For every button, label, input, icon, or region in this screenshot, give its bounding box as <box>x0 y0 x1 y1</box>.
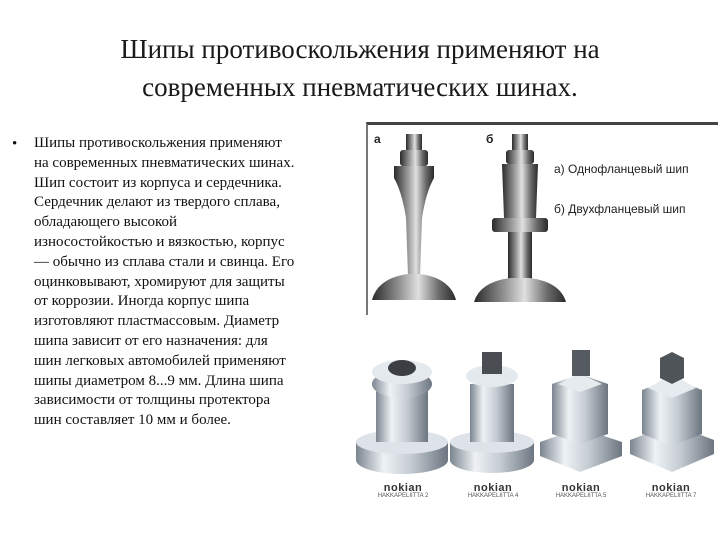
stud-hakkapeliitta-7-icon <box>630 352 714 472</box>
body-line: износостойкостью и вязкостью, корпус <box>34 233 285 250</box>
figure-label-a: а <box>374 132 381 146</box>
body-line: шипа зависит от его назначения: для <box>34 332 268 349</box>
body-line: Шип состоит из корпуса и сердечника. <box>34 174 282 191</box>
body-line: обладающего высокой <box>34 214 178 231</box>
caption-single-flange: а) Однофланцевый шип <box>554 162 689 176</box>
brand-label <box>536 482 626 499</box>
stud-drawings <box>366 122 718 318</box>
brand-label <box>358 482 448 499</box>
brand-label <box>448 482 538 499</box>
brand-model: HAKKAPELIITTA 7 <box>645 493 697 499</box>
single-flange-stud-icon <box>372 134 456 300</box>
stud-hakkapeliitta-4-icon <box>450 352 534 473</box>
body-line: — обычно из сплава стали и свинца. Его <box>34 253 295 270</box>
slide-title-line-1: Шипы противоскольжения применяют на <box>120 34 600 64</box>
brand-name: nokian <box>561 482 601 494</box>
body-line: шин легковых автомобилей применяют <box>34 352 286 369</box>
brand-label <box>626 482 716 499</box>
bullet-marker: • <box>12 136 18 152</box>
body-line: шин составляет 10 мм и более. <box>34 412 231 429</box>
body-line: изготовляют пластмассовым. Диаметр <box>34 313 280 330</box>
brand-model: HAKKAPELIITTA 2 <box>377 493 429 499</box>
brand-name: nokian <box>651 482 691 494</box>
slide-title-line-2: современных пневматических шинах. <box>142 72 578 102</box>
stud-hakkapeliitta-2-icon <box>356 360 448 474</box>
body-line: зависимости от толщины протектора <box>34 392 271 409</box>
brand-name: nokian <box>383 482 423 494</box>
body-line: на современных пневматических шинах. <box>34 154 295 171</box>
body-line: Шипы противоскольжения применяют <box>34 135 282 151</box>
stud-hakkapeliitta-5-icon <box>540 350 622 472</box>
nokian-studs-figure <box>352 344 718 514</box>
body-line: шипы диаметром 8...9 мм. Длина шипа <box>34 372 284 389</box>
stud-diagram-figure <box>366 122 718 318</box>
body-line: оцинковывают, хромируют для защиты <box>34 273 285 290</box>
body-line: Сердечник делают из твердого сплава, <box>34 194 280 211</box>
body-line: от коррозии. Иногда корпус шипа <box>34 293 250 310</box>
figure-label-b: б <box>486 132 494 146</box>
slide-title <box>40 30 680 106</box>
brand-model: HAKKAPELIITTA 5 <box>555 493 607 499</box>
nokian-stud-photos <box>352 344 718 484</box>
brand-model: HAKKAPELIITTA 4 <box>467 493 519 499</box>
body-paragraph <box>34 134 344 431</box>
brand-name: nokian <box>473 482 513 494</box>
caption-double-flange: б) Двухфланцевый шип <box>554 202 686 216</box>
double-flange-stud-icon <box>474 134 566 302</box>
